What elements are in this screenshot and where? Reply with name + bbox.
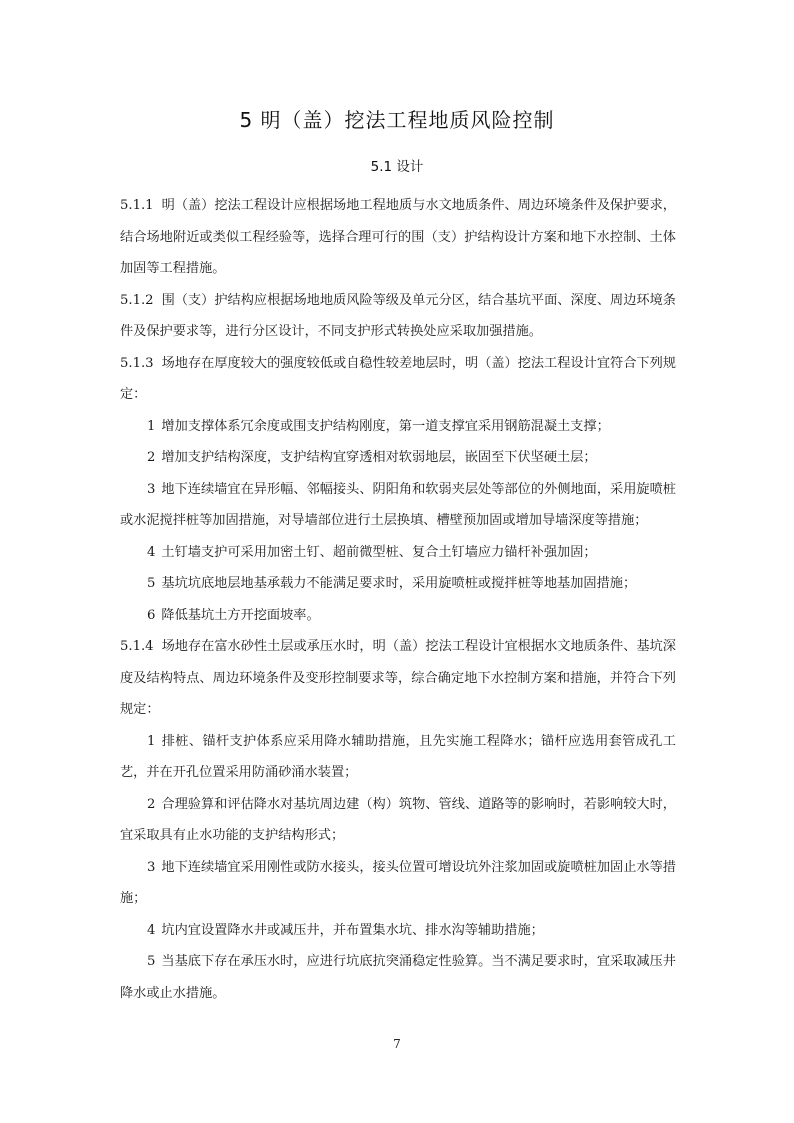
body-text bbox=[120, 190, 676, 1009]
clause-number: 5.1.2 bbox=[120, 292, 154, 308]
item-number: 4 bbox=[147, 544, 156, 560]
item-number: 4 bbox=[147, 922, 156, 938]
item-number: 5 bbox=[147, 576, 156, 591]
item-number: 6 bbox=[147, 607, 156, 623]
list-item bbox=[120, 442, 676, 474]
clause-text: 场地存在富水砂性土层或承压水时，明（盖）挖法工程设计宜根据水文地质条件、基坑深度及结构特点、周边环境条件及变形控制要求等，综合确定地下水控制方案和措施，并符合下列规定： bbox=[120, 639, 676, 717]
item-number: 1 bbox=[147, 418, 156, 434]
list-item bbox=[120, 411, 676, 443]
list-item bbox=[120, 568, 676, 600]
list-item bbox=[120, 726, 676, 789]
clause-number: 5.1.4 bbox=[120, 639, 154, 654]
list-item bbox=[120, 915, 676, 947]
item-number: 5 bbox=[147, 954, 156, 969]
item-text: 降低基坑土方开挖面坡率。 bbox=[161, 607, 320, 623]
clause-5-1-3 bbox=[120, 348, 676, 411]
list-item bbox=[120, 474, 676, 537]
clause-text: 围（支）护结构应根据场地地质风险等级及单元分区，结合基坑平面、深度、周边环境条件及保护要求等，进行分区设计，不同支护形式转换处应采取加强措施。 bbox=[120, 292, 676, 339]
item-number: 2 bbox=[147, 796, 156, 812]
list-item bbox=[120, 852, 676, 915]
page-number: 7 bbox=[393, 1037, 401, 1051]
item-number: 1 bbox=[147, 733, 156, 749]
clause-5-1-4 bbox=[120, 631, 676, 726]
clause-text: 明（盖）挖法工程设计应根据场地工程地质与水文地质条件、周边环境条件及保护要求，结合场地附近或类似工程经验等，选择合理可行的围（支）护结构设计方案和地下水控制、土体加固等工程措施。 bbox=[120, 198, 676, 276]
item-text: 坑内宜设置降水井或减压井，并布置集水坑、排水沟等辅助措施； bbox=[161, 922, 544, 938]
item-number: 3 bbox=[147, 481, 156, 497]
clause-text: 场地存在厚度较大的强度较低或自稳性较差地层时，明（盖）挖法工程设计宜符合下列规定： bbox=[120, 355, 676, 402]
list-item bbox=[120, 946, 676, 1009]
item-text: 排桩、锚杆支护体系应采用降水辅助措施，且先实施工程降水；锚杆应选用套管成孔工艺，并在开孔位置采用防涌砂涌水装置； bbox=[120, 733, 676, 780]
item-number: 2 bbox=[147, 450, 156, 465]
item-text: 基坑坑底地层地基承载力不能满足要求时，采用旋喷桩或搅拌桩等地基加固措施； bbox=[161, 576, 637, 591]
item-text: 土钉墙支护可采用加密土钉、超前微型桩、复合土钉墙应力锚杆补强加固； bbox=[161, 544, 597, 560]
clause-5-1-2 bbox=[120, 285, 676, 348]
item-text: 合理验算和评估降水对基坑周边建（构）筑物、管线、道路等的影响时，若影响较大时，宜采取具有止水功能的支护结构形式； bbox=[120, 796, 676, 843]
item-text: 地下连续墙宜在异形幅、邻幅接头、阴阳角和软弱夹层处等部位的外侧地面，采用旋喷桩或水泥搅拌桩等加固措施，对导墙部位进行土层换填、槽壁预加固或增加导墙深度等措施； bbox=[120, 481, 676, 528]
section-title: 5.1 设计 bbox=[370, 159, 424, 175]
list-item bbox=[120, 537, 676, 569]
list-item bbox=[120, 600, 676, 632]
item-text: 当基底下存在承压水时，应进行坑底抗突涌稳定性验算。当不满足要求时，宜采取减压井降水或止水措施。 bbox=[120, 954, 676, 1001]
item-text: 增加支撑体系冗余度或围支护结构刚度，第一道支撑宜采用钢筋混凝土支撑； bbox=[161, 418, 610, 434]
clause-5-1-1 bbox=[120, 190, 676, 285]
clause-number: 5.1.1 bbox=[120, 198, 154, 213]
list-item bbox=[120, 789, 676, 852]
item-text: 地下连续墙宜采用刚性或防水接头，接头位置可增设坑外注浆加固或旋喷桩加固止水等措施； bbox=[120, 859, 676, 906]
chapter-title: 5 明（盖）挖法工程地质风险控制 bbox=[239, 108, 555, 132]
item-text: 增加支护结构深度，支护结构宜穿透相对软弱地层，嵌固至下伏坚硬土层； bbox=[161, 450, 597, 465]
item-number: 3 bbox=[147, 859, 156, 875]
clause-number: 5.1.3 bbox=[120, 355, 154, 371]
